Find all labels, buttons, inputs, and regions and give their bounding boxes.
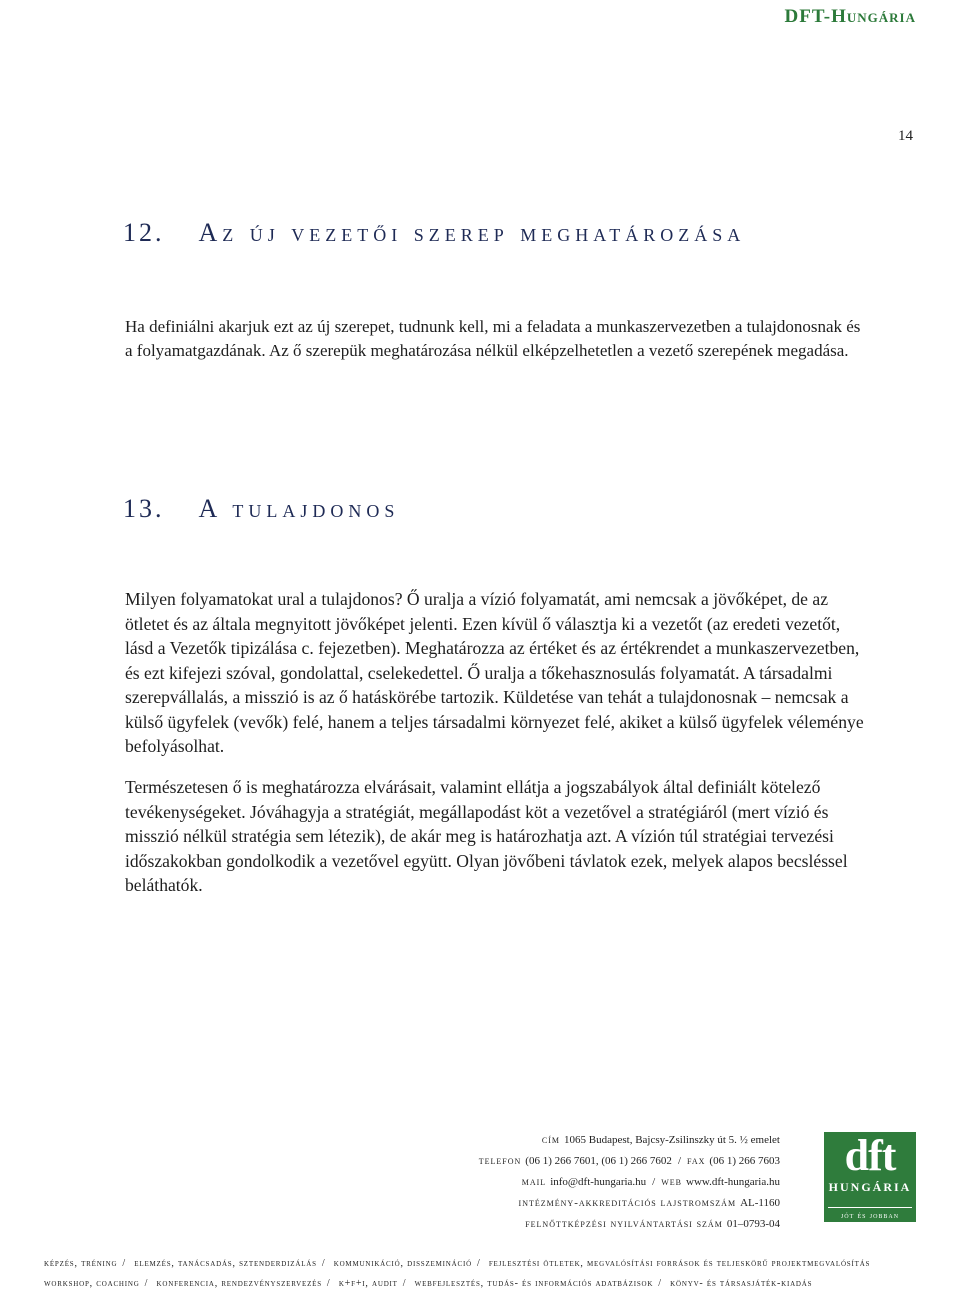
registry-label: felnőttképzési nyilvántartási szám bbox=[525, 1218, 723, 1230]
footer-mail-line: mail info@dft-hungaria.hu / web www.dft-hungaria.hu bbox=[521, 1176, 780, 1188]
section-12-paragraph: Ha definiálni akarjuk ezt az új szerepet, tudnunk kell, mi a feladata a munkaszervezetben a tulajdonosnak és a folyamatgazdának. Az ő szerepük meghatározása nélkül elképzelhetetlen a vezető szerepének megadása. bbox=[125, 317, 861, 360]
section-12-heading bbox=[123, 218, 745, 248]
section-number: 13. bbox=[123, 494, 165, 523]
registry-value: 01–0793-04 bbox=[726, 1218, 780, 1230]
page-number: 14 bbox=[898, 128, 913, 144]
footer-address-line bbox=[440, 1130, 780, 1151]
mail-link[interactable]: info@dft-hungaria.hu bbox=[550, 1176, 647, 1188]
service-item: könyv- és társasjáték-kiadás bbox=[670, 1278, 813, 1289]
footer-phone-line: telefon (06 1) 266 7601, (06 1) 266 7602 / fax (06 1) 266 7603 bbox=[478, 1155, 780, 1167]
services-line-1: képzés, tréning / elemzés, tanácsadás, sztenderdizálás / kommunikáció, disszemináció / fejlesztési ötletek, megvalósítási források és teljeskörű projektmegvalósítás bbox=[44, 1258, 871, 1269]
section-title: A tulajdonos bbox=[198, 494, 400, 523]
section-13-paragraph-1: Milyen folyamatokat ural a tulajdonos? Ő uralja a vízió folyamatát, ami nemcsak a jövőképet, de az ötletet és az általa megnyitott jövőképet jelenti. Ezen kívül ő választja ki a vezetőt (az eredeti vezetőt, lásd a Vezetők tipizálása c. fejezetben). Meghatározza az értéket és az értékrendet a munkaszervezetben, és ezt kifejezi szóval, gondolattal, cselekedettel. Ő uralja a tőkehasznosulás folyamatát. A társadalmi szerepvállalás, a misszió is az ő hatáskörébe tartozik. Küldetése van tehát a tulajdonosnak – nemcsak a külső ügyfelek (vevők) felé, hanem a teljes társadalmi környezet felé, akiket a külső ügyfelek véleménye befolyásolhat. bbox=[125, 589, 864, 756]
accreditation-value: AL-1160 bbox=[740, 1197, 780, 1209]
section-title: Az új vezetői szerep meghatározása bbox=[198, 218, 746, 247]
footer-registry-line bbox=[440, 1214, 780, 1235]
services-line-2: workshop, coaching / konferencia, rendezvényszervezés / k+f+i, audit / webfejlesztés, tudás- és információs adatbázisok / könyv- és társasjáték-kiadás bbox=[44, 1278, 813, 1289]
fax-value: (06 1) 266 7603 bbox=[709, 1155, 780, 1167]
service-item: webfejlesztés, tudás- és információs adatbázisok bbox=[414, 1278, 654, 1289]
service-item: kommunikáció, disszemináció bbox=[333, 1258, 472, 1269]
logo-main-text: dft bbox=[844, 1131, 896, 1180]
address-label: cím bbox=[541, 1134, 560, 1146]
footer-accreditation-line bbox=[440, 1193, 780, 1214]
service-item: workshop, coaching bbox=[44, 1278, 140, 1289]
web-label: web bbox=[661, 1176, 683, 1188]
logo-sub-text: HUNGÁRIA bbox=[828, 1180, 912, 1194]
address-value: 1065 Budapest, Bajcsy-Zsilinszky út 5. ½ emelet bbox=[564, 1134, 780, 1146]
web-link[interactable]: www.dft-hungaria.hu bbox=[686, 1176, 780, 1188]
brand-header: DFT-Hungária bbox=[784, 6, 916, 27]
accreditation-label: intézmény-akkreditációs lajstromszám bbox=[518, 1197, 737, 1209]
phone-value: (06 1) 266 7601, (06 1) 266 7602 bbox=[525, 1155, 672, 1167]
service-item: k+f+i, audit bbox=[338, 1278, 398, 1289]
mail-label: mail bbox=[521, 1176, 547, 1188]
service-item: fejlesztési ötletek, megvalósítási források és teljeskörű projektmegvalósítás bbox=[488, 1258, 871, 1269]
service-item: konferencia, rendezvényszervezés bbox=[156, 1278, 322, 1289]
section-13-heading bbox=[123, 494, 399, 524]
service-item: képzés, tréning bbox=[44, 1258, 118, 1269]
footer-contact bbox=[440, 1130, 780, 1235]
logo-tagline: jót és jobban bbox=[828, 1207, 912, 1220]
service-item: elemzés, tanácsadás, sztenderdizálás bbox=[134, 1258, 317, 1269]
section-13-paragraph-2: Természetesen ő is meghatározza elvárásait, valamint ellátja a jogszabályok által definiált kötelező tevékenységeket. Jóváhagyja a stratégiát, megállapodást köt a vezetővel a stratégiáról (mert vízió és misszió nélkül stratégia sem létezik), de akár meg is határozhatja azt. A vízión túl stratégiai tervezési időszakokban gondolkodik a vezetővel együtt. Olyan jövőbeni távlatok ezek, melyek alapos becsléssel beláthatók. bbox=[125, 777, 848, 895]
fax-label: fax bbox=[687, 1155, 706, 1167]
dft-logo bbox=[824, 1132, 916, 1222]
phone-label: telefon bbox=[478, 1155, 522, 1167]
section-number: 12. bbox=[123, 218, 165, 247]
